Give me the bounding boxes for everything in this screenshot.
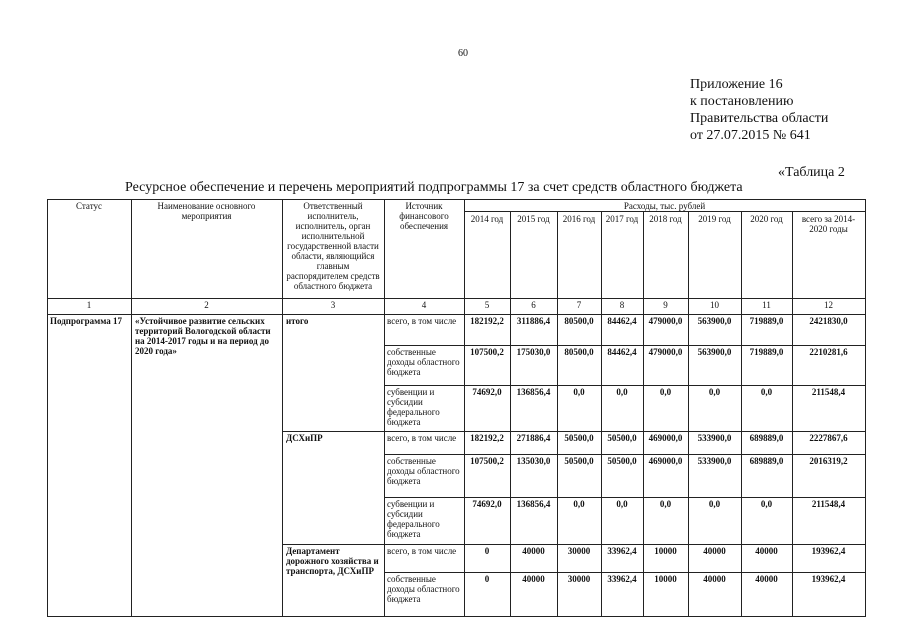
table-border (47, 199, 866, 200)
value-cell: 40000 (703, 546, 726, 556)
table-border (865, 199, 866, 616)
value-cell: 479000,0 (648, 347, 683, 357)
value-cell: 469000,0 (648, 433, 683, 443)
value-cell: 0,0 (573, 387, 585, 397)
value-cell: 2210281,6 (809, 347, 848, 357)
value-cell: 50500,0 (564, 456, 594, 466)
value-cell: 10000 (654, 574, 677, 584)
value-cell: 107500,2 (470, 456, 504, 466)
table-label: «Таблица 2 (778, 165, 845, 180)
executor-cell: итого (286, 316, 309, 326)
source-cell: всего, в том числе (387, 316, 457, 326)
column-line (384, 199, 385, 616)
page-number: 60 (458, 48, 468, 59)
value-cell: 182192,2 (470, 433, 504, 443)
value-cell: 0,0 (659, 387, 672, 397)
document-title: Ресурсное обеспечение и перечень мероприятий подпрограммы 17 за счет средств областного бюджета (125, 180, 743, 195)
value-cell: 0,0 (616, 387, 628, 397)
header-status: Статус (76, 201, 102, 211)
value-cell: 33962,4 (607, 574, 637, 584)
header-year: всего за 2014-2020 годы (801, 214, 856, 234)
column-number: 11 (762, 300, 771, 310)
header-name: Наименование основного мероприятия (157, 201, 256, 221)
source-cell: субвенции и субсидии федерального бюджета (387, 387, 440, 427)
value-cell: 50500,0 (564, 433, 594, 443)
column-number: 8 (619, 300, 625, 310)
source-cell: собственные доходы областного бюджета (387, 456, 460, 486)
value-cell: 689889,0 (749, 433, 784, 443)
row-divider (282, 431, 865, 432)
value-cell: 10000 (654, 546, 677, 556)
value-cell: 40000 (703, 574, 726, 584)
header-year: 2020 год (750, 214, 783, 224)
column-number: 4 (421, 300, 427, 310)
event-name-cell: «Устойчивое развитие сельских территорий Вологодской области на 2014-2017 годы и на период до 2020 года» (135, 316, 271, 356)
value-cell: 80500,0 (564, 347, 594, 357)
executor-cell: Департамент дорожного хозяйства и транспорта, ДСХиПР (286, 546, 379, 576)
value-cell: 0,0 (616, 499, 628, 509)
value-cell: 136856,4 (516, 499, 551, 509)
value-cell: 135030,0 (516, 456, 551, 466)
value-cell: 0 (484, 574, 490, 584)
value-cell: 719889,0 (749, 347, 784, 357)
row-divider (384, 385, 865, 386)
value-cell: 107500,2 (470, 347, 504, 357)
column-line (131, 199, 132, 616)
header-divider (464, 211, 865, 212)
value-cell: 2227867,6 (809, 433, 848, 443)
value-cell: 0,0 (708, 499, 721, 509)
value-cell: 74692,0 (472, 499, 502, 509)
value-cell: 40000 (755, 574, 778, 584)
value-cell: 0,0 (708, 387, 721, 397)
executor-cell: ДСХиПР (286, 433, 323, 443)
header-source: Источник финансового обеспечения (399, 201, 449, 231)
value-cell: 479000,0 (648, 316, 683, 326)
value-cell: 33962,4 (607, 546, 637, 556)
column-number: 5 (484, 300, 490, 310)
column-number: 10 (710, 300, 719, 310)
appendix-line: от 27.07.2015 № 641 (690, 128, 811, 143)
value-cell: 40000 (522, 546, 545, 556)
header-year: 2016 год (562, 214, 596, 224)
value-cell: 311886,4 (516, 316, 551, 326)
header-expenses: Расходы, тыс. рублей (623, 201, 706, 211)
header-year: 2017 год (605, 214, 639, 224)
value-cell: 40000 (522, 574, 545, 584)
value-cell: 211548,4 (811, 387, 846, 397)
value-cell: 0,0 (760, 387, 773, 397)
source-cell: собственные доходы областного бюджета (387, 574, 460, 604)
value-cell: 2016319,2 (809, 456, 848, 466)
value-cell: 271886,4 (516, 433, 551, 443)
source-cell: всего, в том числе (387, 546, 457, 556)
column-number: 6 (531, 300, 536, 310)
column-number: 9 (663, 300, 668, 310)
value-cell: 211548,4 (811, 499, 846, 509)
header-executor: Ответственный исполнитель, исполнитель, орган исполнительной государственной власти области, являющийся главным распорядителем средств областного бюджета (286, 201, 380, 291)
value-cell: 84462,4 (607, 316, 637, 326)
source-cell: собственные доходы областного бюджета (387, 347, 460, 377)
value-cell: 533900,0 (697, 456, 732, 466)
value-cell: 719889,0 (749, 316, 784, 326)
column-line (282, 199, 283, 616)
row-divider (384, 572, 865, 573)
appendix-block (690, 76, 828, 144)
row-divider (282, 544, 865, 545)
column-number: 7 (576, 300, 582, 310)
value-cell: 40000 (755, 546, 778, 556)
status-cell: Подпрограмма 17 (50, 316, 123, 326)
source-cell: субвенции и субсидии федерального бюджета (387, 499, 440, 539)
header-divider (47, 298, 865, 299)
value-cell: 30000 (567, 574, 591, 584)
value-cell: 0,0 (760, 499, 773, 509)
value-cell: 469000,0 (648, 456, 683, 466)
value-cell: 563900,0 (697, 347, 732, 357)
value-cell: 136856,4 (516, 387, 551, 397)
appendix-line: к постановлению (690, 94, 794, 109)
value-cell: 50500,0 (607, 433, 637, 443)
value-cell: 193962,4 (811, 574, 846, 584)
header-year: 2015 год (517, 214, 550, 224)
value-cell: 30000 (567, 546, 591, 556)
value-cell: 0,0 (573, 499, 585, 509)
value-cell: 182192,2 (470, 316, 504, 326)
table-border (47, 199, 48, 616)
header-year: 2018 год (649, 214, 682, 224)
row-divider (384, 345, 865, 346)
value-cell: 563900,0 (697, 316, 732, 326)
header-year: 2019 год (698, 214, 731, 224)
column-number: 12 (824, 300, 833, 310)
row-divider (384, 497, 865, 498)
appendix-line: Правительства области (690, 111, 829, 126)
value-cell: 80500,0 (564, 316, 594, 326)
column-number: 1 (86, 300, 92, 310)
value-cell: 2421830,0 (809, 316, 848, 326)
value-cell: 175030,0 (516, 347, 551, 357)
header-divider (47, 314, 865, 315)
value-cell: 0,0 (659, 499, 672, 509)
resource-table (47, 199, 865, 616)
value-cell: 50500,0 (607, 456, 637, 466)
value-cell: 689889,0 (749, 456, 784, 466)
table-border (47, 616, 866, 617)
row-divider (384, 454, 865, 455)
value-cell: 0 (484, 546, 490, 556)
value-cell: 74692,0 (472, 387, 502, 397)
value-cell: 84462,4 (607, 347, 637, 357)
header-year: 2014 год (470, 214, 504, 224)
value-cell: 193962,4 (811, 546, 846, 556)
appendix-line: Приложение 16 (690, 77, 783, 92)
column-number: 3 (330, 300, 336, 310)
value-cell: 533900,0 (697, 433, 732, 443)
column-number: 2 (204, 300, 209, 310)
source-cell: всего, в том числе (387, 433, 457, 443)
